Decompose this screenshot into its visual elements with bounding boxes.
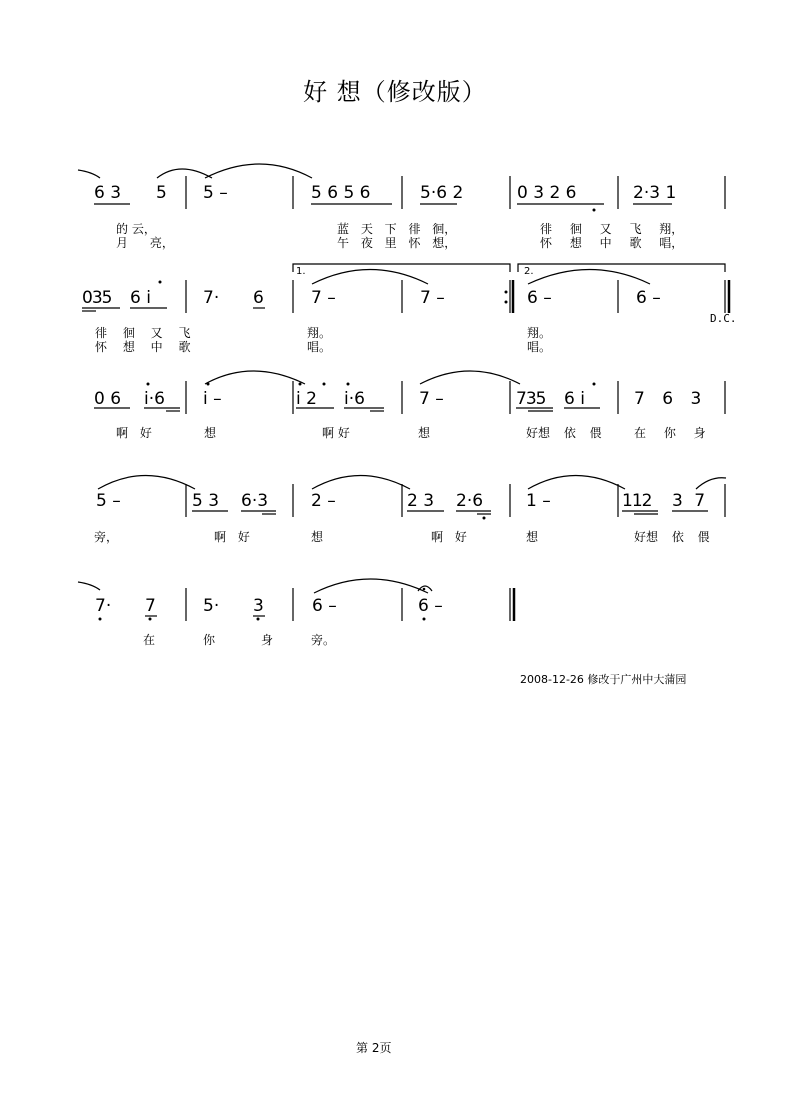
lyric: 身	[261, 633, 274, 647]
lyric: 好想 依 偎	[634, 530, 710, 544]
note-group: 7	[145, 596, 156, 616]
lyric: 想	[526, 530, 539, 544]
revision-note: 2008-12-26 修改于广州中大蒲园	[520, 673, 687, 686]
lyric: 在	[143, 633, 156, 647]
dc-marking: D.C.	[710, 312, 737, 325]
note-group: 6 i	[130, 288, 151, 308]
lyric: 旁。	[311, 633, 336, 647]
note-group: 7 –	[420, 288, 445, 308]
note-group: 7·	[203, 288, 220, 308]
note-group: 735	[516, 389, 546, 409]
lyric: 旁，	[94, 530, 119, 544]
note-group: 2 3	[407, 491, 435, 511]
lyric: 怀 想 中 歌 唱，	[540, 236, 684, 250]
note-group: 7 –	[419, 389, 444, 409]
note-group: i 2	[296, 389, 317, 409]
lyric: 月 亮，	[116, 236, 174, 250]
lyric: 唱。	[307, 340, 332, 354]
note-group: 5·6 2	[420, 183, 464, 203]
note-group: 035	[82, 288, 112, 308]
volta-1-label: 1.	[296, 266, 306, 277]
note-group: 5	[156, 183, 167, 203]
note-group: 3	[253, 596, 264, 616]
lyric: 想	[204, 426, 217, 440]
note-group: 6 –	[636, 288, 661, 308]
note-group: 6 i	[564, 389, 585, 409]
note-group: 0 6	[94, 389, 122, 409]
note-group: 6 –	[312, 596, 337, 616]
lyric: 蓝 天 下 徘 徊，	[337, 222, 457, 236]
note-group: i·6	[344, 389, 365, 409]
note-group: 0 3 2 6	[517, 183, 577, 203]
note-group: 6 –	[418, 596, 443, 616]
lyric: 怀 想 中 歌	[95, 340, 191, 354]
lyric: 的 云，	[116, 222, 156, 236]
note-group: 2·3 1	[633, 183, 677, 203]
lyric: 啊 好	[322, 426, 350, 440]
lyric: 午 夜 里 怀 想，	[337, 236, 457, 250]
lyric: 你	[203, 633, 216, 647]
note-group: 3 7	[672, 491, 706, 511]
note-group: 6 3	[94, 183, 122, 203]
note-group: i·6	[144, 389, 165, 409]
note-group: 2·6	[456, 491, 484, 511]
lyric: 想	[311, 530, 324, 544]
note-group: 7 –	[311, 288, 336, 308]
lyric: 在 你 身	[634, 426, 706, 440]
lyric: 啊 好	[431, 530, 467, 544]
note-group: 5·	[203, 596, 220, 616]
lyric: 徘 徊 又 飞 翔，	[540, 222, 684, 236]
note-group: i –	[203, 389, 222, 409]
volta-2-label: 2.	[524, 266, 534, 277]
note-group: 7 6 3	[634, 389, 702, 409]
note-group: 6	[253, 288, 264, 308]
note-group: 2 –	[311, 491, 336, 511]
note-group: 112	[622, 491, 652, 511]
note-group: 6 –	[527, 288, 552, 308]
note-group: 5 6 5 6	[311, 183, 371, 203]
note-group: 7·	[95, 596, 112, 616]
lyric: 翔。	[307, 326, 332, 340]
note-group: 1 –	[526, 491, 551, 511]
lyric: 好想 依 偎	[526, 426, 602, 440]
lyric: 啊 好	[116, 426, 152, 440]
note-group: 5 –	[96, 491, 121, 511]
lyric: 啊 好	[214, 530, 250, 544]
page-title: 好 想（修改版）	[303, 78, 487, 106]
lyric: 唱。	[527, 340, 552, 354]
page-number: 第 2页	[356, 1041, 392, 1055]
note-group: 5 3	[192, 491, 220, 511]
lyric: 翔。	[527, 326, 552, 340]
note-group: 6·3	[241, 491, 269, 511]
lyric: 徘 徊 又 飞	[95, 326, 191, 340]
lyric: 想	[418, 426, 431, 440]
note-group: 5 –	[203, 183, 228, 203]
